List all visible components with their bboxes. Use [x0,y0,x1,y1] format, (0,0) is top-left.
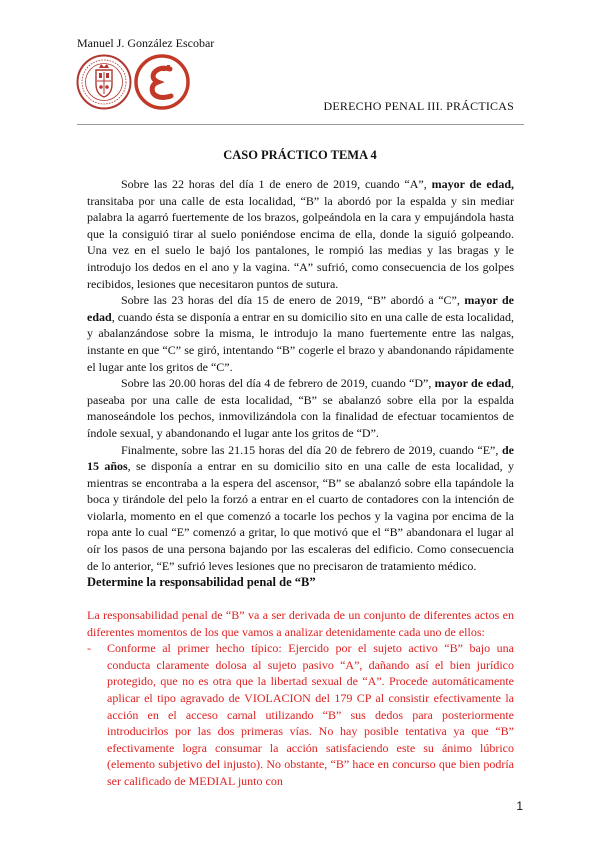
case-paragraph-1: Sobre las 22 horas del día 1 de enero de 2019, cuando “A”, mayor de edad, transitaba por una calle de esta localidad, “B” la abordó por la espalda y sin mediar palabra la agarró fuertemente de los brazos, golpeándola en la cara y empujándola hasta que la consiguió tirar al suelo poniéndose encima de ella, donde la siguió golpeando. Una vez en el suelo le bajó los pantalones, le rompió las medias y las bragas y le introdujo los dedos en el ano y la vagina. “A” sufrió, como consecuencia de los golpes recibidos, lesiones que necesitaron puntos de sutura. [87,177,514,291]
case-paragraph-3: Sobre las 20.00 horas del día 4 de febrero de 2019, cuando “D”, mayor de edad, paseaba por una calle de esta localidad, “B” se abalanzó sobre ella por la espalda manoseándole los pechos, inmovilizándola con la finalidad de efectuar tocamientos de índole sexual, y abandonando el lugar ante los gritos de “D”. [87,376,515,440]
answer-intro: La responsabilidad penal de “B” va a ser derivada de un conjunto de diferentes actos en diferentes momentos de los que vamos a analizar detenidamente cada uno de ellos: [87,608,514,639]
case-title: CASO PRÁCTICO TEMA 4 [223,148,377,162]
case-paragraph-4: Finalmente, sobre las 21.15 horas del día 20 de febrero de 2019, cuando “E”, de 15 años, se disponía a entrar en su domicilio sito en una calle de esta localidad, y mientras se encontraba a la espera del ascensor, “B” se abalanzó sobre ella tapándole la boca y tirándole del pelo la forzó a entrar en el cuarto de contadores con la intención de violarla, momento en el que comenzó a tocarle los pechos y la vagina por encima de la ropa ante lo cual “E” comenzó a gritar, lo que motivó que el “B” abandonara el lugar al oír los pasos de una persona bajando por las escaleras del edificio. Como consecuencia de lo anterior, “E” sufrió leves lesiones que no precisaron de tratamiento médico. [87,442,515,573]
course-title: DERECHO PENAL III. PRÁCTICAS [323,99,514,113]
answer-section [87,607,514,790]
answer-bullet: - Conforme al primer hecho típico: Ejercido por el sujeto activo “B” bajo una conducta claramente dolosa al sujeto pasivo “A”, dañando así el bien jurídico protegido, que no es otra que la libertad sexual de “A”. Procede automáticamente aplicar el tipo agravado de VIOLACION del 179 CP al consistir efectivamente la acción en el acceso carnal utilizando “B” sus dedos para posteriormente introducirlos por las dos primeras vías. No hay posible tentativa ya que “B” efectivamente logra consumar la acción satisfaciendo este su ánimo lúbrico (elemento subjetivo del injusto). No obstante, “B” hace en concurso que bien podría ser calificado de MEDIAL junto con [107,640,514,789]
case-statement [87,176,514,574]
page-number: 1 [516,799,523,813]
question-heading: Determine la responsabilidad penal de “B” [87,575,316,589]
author-name: Manuel J. González Escobar [77,36,215,50]
case-paragraph-2: Sobre las 23 horas del día 15 de enero de 2019, “B” abordó a “C”, mayor de edad, cuando ésta se disponía a entrar en su domicilio sito en una calle de esta localidad, y abalanzándose sobre la misma, le introdujo la mano fuertemente entre las nalgas, instante en que “C” se giró, intentando “B” cogerle el brazo y abandonando rápidamente el lugar ante los gritos de “C”. [87,293,514,374]
header-divider [77,124,524,125]
answer-list [87,640,514,789]
faculty-letter-logo [134,54,190,110]
university-seal-logo [76,54,132,110]
